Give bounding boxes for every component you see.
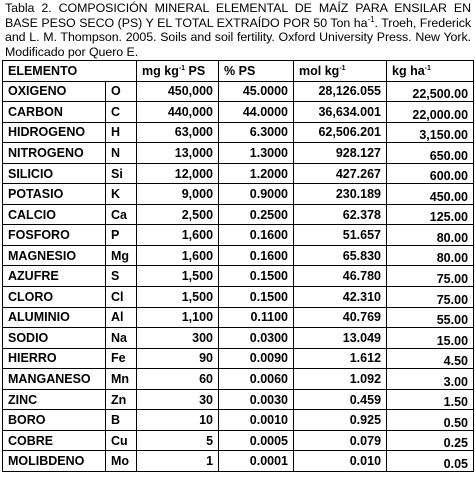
element-name-cell: MOLIBDENO [3, 451, 106, 472]
percent-ps-cell: 45.0000 [219, 81, 294, 102]
table-row [3, 389, 474, 410]
element-symbol-cell: Ca [106, 204, 137, 225]
mg-per-kg-cell: 450,000 [137, 81, 219, 102]
table-row [3, 102, 474, 123]
mol-per-kg-cell: 0.459 [294, 389, 387, 410]
table-row [3, 143, 474, 164]
element-name-cell: POTASIO [3, 184, 106, 205]
element-symbol-cell: Si [106, 163, 137, 184]
element-name-cell: MAGNESIO [3, 245, 106, 266]
percent-ps-cell: 6.3000 [219, 122, 294, 143]
percent-ps-cell: 0.0010 [219, 410, 294, 431]
table-body [3, 81, 474, 471]
mol-per-kg-cell: 42.310 [294, 287, 387, 308]
element-symbol-cell: S [106, 266, 137, 287]
percent-ps-cell: 0.0090 [219, 348, 294, 369]
kg-per-ha-cell: 600.00 [387, 163, 474, 184]
element-symbol-cell: Fe [106, 348, 137, 369]
mineral-composition-table [2, 60, 474, 472]
percent-ps-cell: 0.0001 [219, 451, 294, 472]
header-mg-sup: -1 [178, 64, 186, 72]
element-symbol-cell: Mn [106, 369, 137, 390]
header-kg-sup: -1 [424, 64, 431, 72]
element-name-cell: NITROGENO [3, 143, 106, 164]
element-symbol-cell: Mo [106, 451, 137, 472]
element-name-cell: OXIGENO [3, 81, 106, 102]
mg-per-kg-cell: 300 [137, 328, 219, 349]
table-row [3, 122, 474, 143]
element-symbol-cell: Mg [106, 245, 137, 266]
table-row [3, 287, 474, 308]
caption-text-part1: Tabla 2. COMPOSICIÓN MINERAL ELEMENTAL DE MAÍZ PARA ENSILAR EN BASE PESO SECO (PS) Y EL TOTAL EXTRAÍDO POR 50 Ton ha [5, 1, 471, 30]
kg-per-ha-cell: 55.00 [387, 307, 474, 328]
kg-per-ha-cell: 3.00 [387, 369, 474, 390]
element-symbol-cell: C [106, 102, 137, 123]
mg-per-kg-cell: 63,000 [137, 122, 219, 143]
table-row [3, 369, 474, 390]
mol-per-kg-cell: 427.267 [294, 163, 387, 184]
kg-per-ha-cell: 650.00 [387, 143, 474, 164]
element-name-cell: CALCIO [3, 204, 106, 225]
table-row [3, 225, 474, 246]
header-element: ELEMENTO [3, 61, 137, 82]
mol-per-kg-cell: 40.769 [294, 307, 387, 328]
kg-per-ha-cell: 22,000.00 [387, 102, 474, 123]
percent-ps-cell: 44.0000 [219, 102, 294, 123]
element-name-cell: BORO [3, 410, 106, 431]
percent-ps-cell: 0.1500 [219, 287, 294, 308]
element-symbol-cell: K [106, 184, 137, 205]
table-row [3, 204, 474, 225]
mg-per-kg-cell: 12,000 [137, 163, 219, 184]
mol-per-kg-cell: 36,634.001 [294, 102, 387, 123]
kg-per-ha-cell: 22,500.00 [387, 81, 474, 102]
element-name-cell: HIDROGENO [3, 122, 106, 143]
element-symbol-cell: Na [106, 328, 137, 349]
header-mol-sup: -1 [339, 64, 346, 72]
kg-per-ha-cell: 0.25 [387, 430, 474, 451]
mol-per-kg-cell: 28,126.055 [294, 81, 387, 102]
percent-ps-cell: 0.0030 [219, 389, 294, 410]
table-row [3, 348, 474, 369]
kg-per-ha-cell: 3,150.00 [387, 122, 474, 143]
table-row [3, 328, 474, 349]
element-symbol-cell: Zn [106, 389, 137, 410]
table-row [3, 307, 474, 328]
mol-per-kg-cell: 0.925 [294, 410, 387, 431]
element-symbol-cell: N [106, 143, 137, 164]
mol-per-kg-cell: 46.780 [294, 266, 387, 287]
element-name-cell: SILICIO [3, 163, 106, 184]
kg-per-ha-cell: 0.50 [387, 410, 474, 431]
kg-per-ha-cell: 75.00 [387, 266, 474, 287]
element-symbol-cell: Cu [106, 430, 137, 451]
element-symbol-cell: B [106, 410, 137, 431]
mol-per-kg-cell: 65.830 [294, 245, 387, 266]
element-name-cell: SODIO [3, 328, 106, 349]
table-caption [5, 1, 471, 59]
percent-ps-cell: 0.2500 [219, 204, 294, 225]
caption-superscript: -1 [367, 14, 375, 24]
percent-ps-cell: 0.9000 [219, 184, 294, 205]
mg-per-kg-cell: 9,000 [137, 184, 219, 205]
percent-ps-cell: 0.1500 [219, 266, 294, 287]
mg-per-kg-cell: 440,000 [137, 102, 219, 123]
element-symbol-cell: Cl [106, 287, 137, 308]
mg-per-kg-cell: 1,500 [137, 287, 219, 308]
percent-ps-cell: 0.0060 [219, 369, 294, 390]
mol-per-kg-cell: 62.378 [294, 204, 387, 225]
mol-per-kg-cell: 1.612 [294, 348, 387, 369]
mg-per-kg-cell: 10 [137, 410, 219, 431]
element-name-cell: ALUMINIO [3, 307, 106, 328]
kg-per-ha-cell: 450.00 [387, 184, 474, 205]
percent-ps-cell: 0.0005 [219, 430, 294, 451]
mg-per-kg-cell: 1,100 [137, 307, 219, 328]
mg-per-kg-cell: 2,500 [137, 204, 219, 225]
percent-ps-cell: 0.1600 [219, 245, 294, 266]
percent-ps-cell: 1.3000 [219, 143, 294, 164]
table-row [3, 266, 474, 287]
kg-per-ha-cell: 4.50 [387, 348, 474, 369]
mol-per-kg-cell: 51.657 [294, 225, 387, 246]
kg-per-ha-cell: 80.00 [387, 245, 474, 266]
mol-per-kg-cell: 230.189 [294, 184, 387, 205]
kg-per-ha-cell: 75.00 [387, 287, 474, 308]
element-symbol-cell: P [106, 225, 137, 246]
element-symbol-cell: H [106, 122, 137, 143]
element-name-cell: AZUFRE [3, 266, 106, 287]
table-row [3, 184, 474, 205]
header-mol-base: mol kg [299, 63, 340, 78]
mol-per-kg-cell: 13.049 [294, 328, 387, 349]
mg-per-kg-cell: 1,600 [137, 245, 219, 266]
header-mg-per-kg [137, 61, 219, 82]
kg-per-ha-cell: 15.00 [387, 328, 474, 349]
mol-per-kg-cell: 928.127 [294, 143, 387, 164]
mol-per-kg-cell: 0.010 [294, 451, 387, 472]
mol-per-kg-cell: 62,506.201 [294, 122, 387, 143]
kg-per-ha-cell: 125.00 [387, 204, 474, 225]
table-row [3, 245, 474, 266]
table-row [3, 163, 474, 184]
kg-per-ha-cell: 0.05 [387, 451, 474, 472]
element-name-cell: CLORO [3, 287, 106, 308]
mg-per-kg-cell: 60 [137, 369, 219, 390]
header-percent-ps: % PS [219, 61, 294, 82]
element-name-cell: ZINC [3, 389, 106, 410]
mg-per-kg-cell: 13,000 [137, 143, 219, 164]
table-row [3, 451, 474, 472]
header-kg-per-ha [387, 61, 474, 82]
percent-ps-cell: 0.1600 [219, 225, 294, 246]
mol-per-kg-cell: 0.079 [294, 430, 387, 451]
element-name-cell: COBRE [3, 430, 106, 451]
header-kg-base: kg ha [392, 63, 425, 78]
mg-per-kg-cell: 5 [137, 430, 219, 451]
header-mol-per-kg [294, 61, 387, 82]
mg-per-kg-cell: 1,500 [137, 266, 219, 287]
element-symbol-cell: O [106, 81, 137, 102]
percent-ps-cell: 0.0300 [219, 328, 294, 349]
mol-per-kg-cell: 1.092 [294, 369, 387, 390]
header-mg-tail: PS [185, 63, 206, 78]
table-row [3, 410, 474, 431]
table-row [3, 81, 474, 102]
mg-per-kg-cell: 1 [137, 451, 219, 472]
mg-per-kg-cell: 90 [137, 348, 219, 369]
element-name-cell: HIERRO [3, 348, 106, 369]
percent-ps-cell: 0.1100 [219, 307, 294, 328]
percent-ps-cell: 1.2000 [219, 163, 294, 184]
element-name-cell: MANGANESO [3, 369, 106, 390]
element-symbol-cell: Al [106, 307, 137, 328]
element-name-cell: FOSFORO [3, 225, 106, 246]
table-row [3, 430, 474, 451]
caption-text-part2: . Troeh, Frederick and L. M. Thompson. 2005. Soils and soil fertility. Oxford University Press. New York. Modificado por Quero E. [5, 15, 471, 59]
mg-per-kg-cell: 1,600 [137, 225, 219, 246]
header-mg-base: mg kg [142, 63, 179, 78]
mg-per-kg-cell: 30 [137, 389, 219, 410]
table-header-row [3, 61, 474, 82]
element-name-cell: CARBON [3, 102, 106, 123]
kg-per-ha-cell: 80.00 [387, 225, 474, 246]
kg-per-ha-cell: 1.50 [387, 389, 474, 410]
